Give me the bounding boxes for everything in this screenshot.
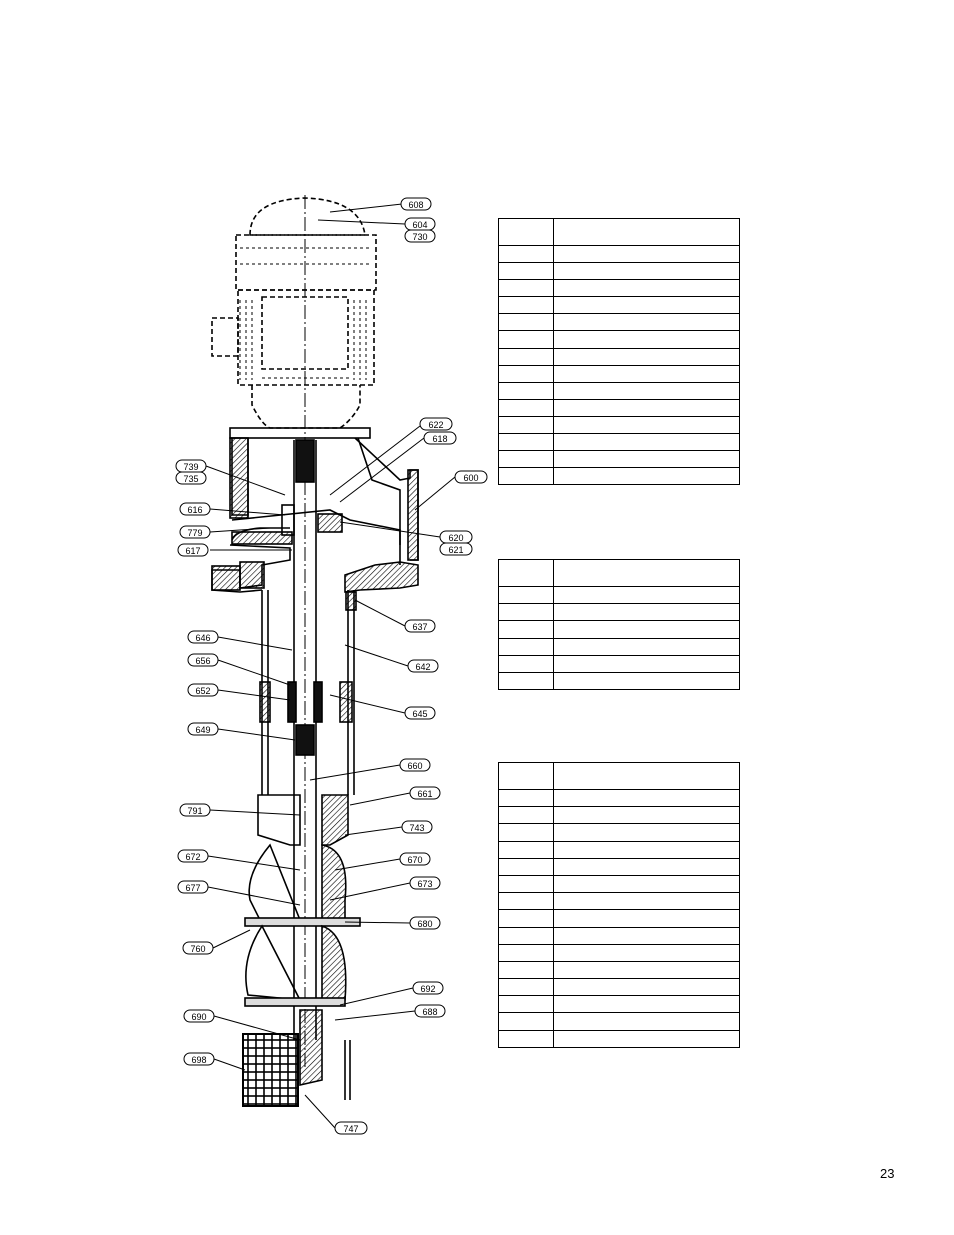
- motor-outline: [212, 198, 376, 428]
- strainer: [243, 1034, 298, 1106]
- callout-label: 646: [195, 633, 211, 643]
- callout-label: 621: [448, 545, 464, 555]
- table-row: [499, 314, 739, 331]
- table-row: [499, 673, 739, 690]
- callout-label: 735: [183, 474, 199, 484]
- table-row: [499, 928, 739, 945]
- callout-label: 645: [412, 709, 428, 719]
- callout-649: [188, 723, 218, 735]
- callout-label: 617: [185, 546, 201, 556]
- table-row: [499, 263, 739, 280]
- callout-label: 661: [417, 789, 433, 799]
- callout-604: [405, 218, 435, 230]
- callout-label: 673: [417, 879, 433, 889]
- callout-739: [176, 460, 206, 472]
- callout-label: 779: [187, 528, 203, 538]
- table-row: [499, 451, 739, 468]
- table-row: [499, 876, 739, 893]
- table-row: [499, 400, 739, 417]
- callout-label: 600: [463, 473, 479, 483]
- table-row: [499, 331, 739, 348]
- callout-label: 743: [409, 823, 425, 833]
- callout-label: 739: [183, 462, 199, 472]
- callout-646: [188, 631, 218, 643]
- callout-730: [405, 230, 435, 242]
- callout-label: 672: [185, 852, 201, 862]
- callout-621: [440, 543, 472, 555]
- callout-779: [180, 526, 210, 538]
- table-row: [499, 979, 739, 996]
- callout-743: [402, 821, 432, 833]
- callout-680: [410, 917, 440, 929]
- table-row: [499, 945, 739, 962]
- table-row: [499, 417, 739, 434]
- callout-617: [178, 544, 208, 556]
- callout-label: 660: [407, 761, 423, 771]
- callout-673: [410, 877, 440, 889]
- callout-760: [183, 942, 213, 954]
- callout-672: [178, 850, 208, 862]
- table-row: [499, 842, 739, 859]
- table-row: [499, 807, 739, 824]
- table-row: [499, 1031, 739, 1048]
- callout-645: [405, 707, 435, 719]
- callout-652: [188, 684, 218, 696]
- table-row: [499, 297, 739, 314]
- table-header-row: [499, 763, 739, 790]
- callout-label: 656: [195, 656, 211, 666]
- callout-label: 677: [185, 883, 201, 893]
- column-pipe: [260, 590, 356, 795]
- table-row: [499, 996, 739, 1013]
- table-row: [499, 639, 739, 656]
- table-row: [499, 824, 739, 841]
- callout-label: 692: [420, 984, 436, 994]
- callout-747: [335, 1122, 367, 1134]
- table-row: [499, 349, 739, 366]
- table-header-row: [499, 560, 739, 587]
- motor-detail-lines: [240, 248, 372, 380]
- callout-656: [188, 654, 218, 666]
- callout-label: 670: [407, 855, 423, 865]
- callout-698: [184, 1053, 214, 1065]
- callout-670: [400, 853, 430, 865]
- callout-660: [400, 759, 430, 771]
- table-row: [499, 1013, 739, 1030]
- table-row: [499, 383, 739, 400]
- callout-label: 620: [448, 533, 464, 543]
- parts-table-3: [498, 762, 740, 1048]
- callout-661: [410, 787, 440, 799]
- callout-692: [413, 982, 443, 994]
- callout-677: [178, 881, 208, 893]
- callout-label: 622: [428, 420, 444, 430]
- callout-688: [415, 1005, 445, 1017]
- table-row: [499, 859, 739, 876]
- mounting-plate: [212, 545, 418, 592]
- table-row: [499, 468, 739, 485]
- callout-690: [184, 1010, 214, 1022]
- callout-label: 642: [415, 662, 431, 672]
- callout-label: 747: [343, 1124, 359, 1134]
- callout-label: 680: [417, 919, 433, 929]
- callout-label: 652: [195, 686, 211, 696]
- callout-label: 604: [412, 220, 428, 230]
- page-number: 23: [880, 1166, 895, 1181]
- table-row: [499, 366, 739, 383]
- table-row: [499, 790, 739, 807]
- table-row: [499, 910, 739, 927]
- callout-label: 698: [191, 1055, 207, 1065]
- callout-label: 791: [187, 806, 203, 816]
- table-row: [499, 656, 739, 673]
- table-row: [499, 962, 739, 979]
- callout-label: 608: [408, 200, 424, 210]
- callout-791: [180, 804, 210, 816]
- callout-label: 688: [422, 1007, 438, 1017]
- callout-637: [405, 620, 435, 632]
- table-row: [499, 893, 739, 910]
- callout-620: [440, 531, 472, 543]
- callout-608: [401, 198, 431, 210]
- table-header-row: [499, 219, 739, 246]
- table-row: [499, 621, 739, 638]
- callout-label: 649: [195, 725, 211, 735]
- table-row: [499, 587, 739, 604]
- callout-label: 618: [432, 434, 448, 444]
- callout-642: [408, 660, 438, 672]
- callout-label: 637: [412, 622, 428, 632]
- callout-616: [180, 503, 210, 515]
- callout-label: 730: [412, 232, 428, 242]
- callout-735: [176, 472, 206, 484]
- callout-label: 616: [187, 505, 203, 515]
- callout-label: 690: [191, 1012, 207, 1022]
- callout-618: [424, 432, 456, 444]
- callout-622: [420, 418, 452, 430]
- callout-600: [455, 471, 487, 483]
- table-row: [499, 280, 739, 297]
- table-row: [499, 604, 739, 621]
- parts-table-1: [498, 218, 740, 485]
- table-row: [499, 434, 739, 451]
- callout-label: 760: [190, 944, 206, 954]
- parts-table-2: [498, 559, 740, 690]
- table-row: [499, 246, 739, 263]
